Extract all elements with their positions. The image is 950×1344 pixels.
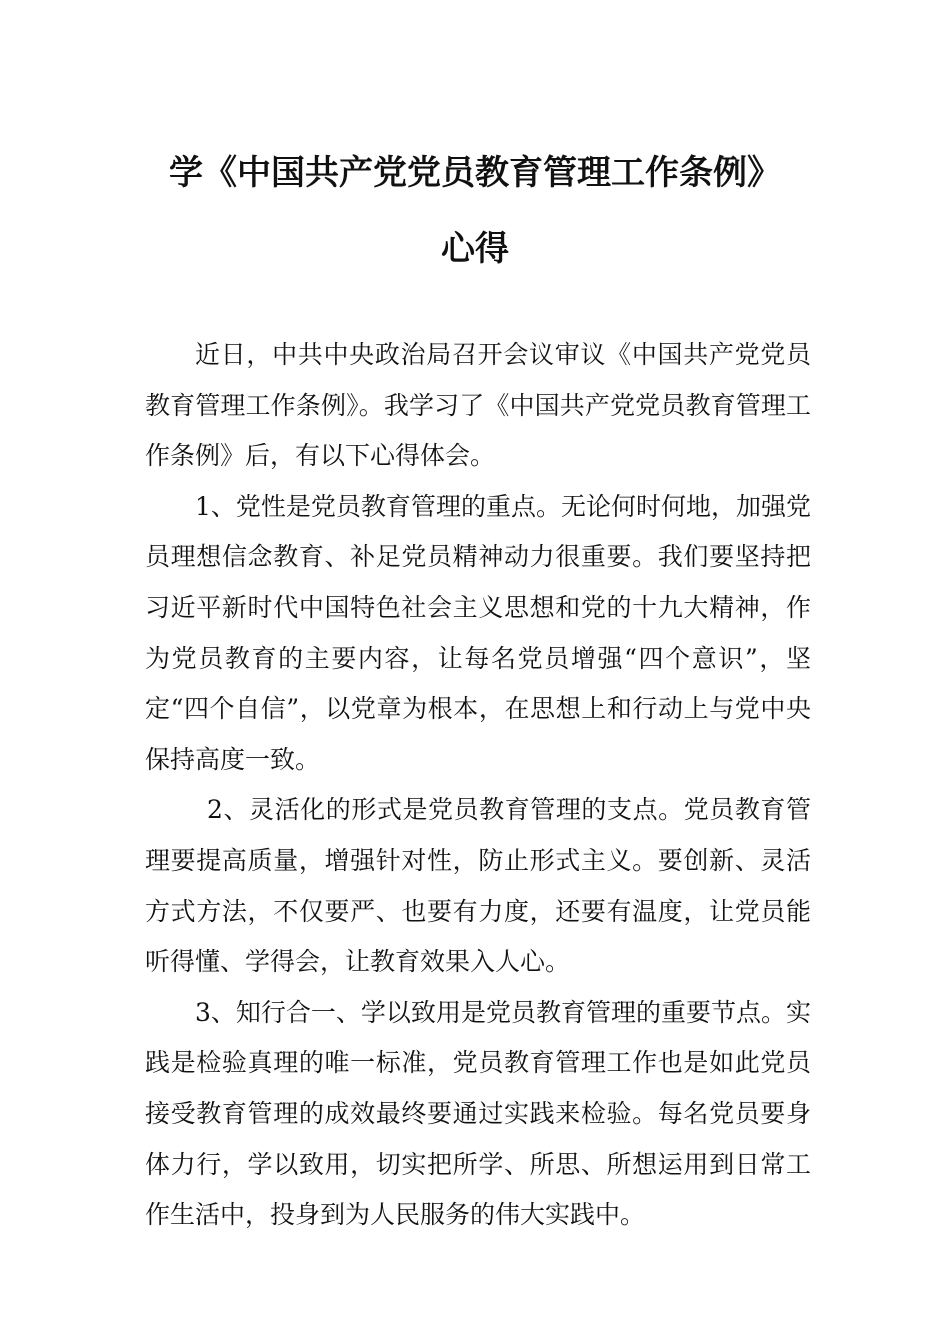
document-body	[145, 330, 811, 1241]
document-title-line2: 心得	[441, 229, 509, 269]
document-title-line1: 学《中国共产党党员教育管理工作条例》	[169, 153, 781, 193]
paragraph-point-1: 1、党性是党员教育管理的重点。无论何时何地，加强党员理想信念教育、补足党员精神动力很重要。我们要坚持把习近平新时代中国特色社会主义思想和党的十九大精神，作为党员教育的主要内容，让每名党员增强“四个意识”，坚定“四个自信”，以党章为根本，在思想上和行动上与党中央保持高度一致。	[145, 491, 811, 774]
paragraph-intro: 近日，中共中央政治局召开会议审议《中国共产党党员教育管理工作条例》。我学习了《中国共产党党员教育管理工作条例》后，有以下心得体会。	[145, 340, 811, 471]
paragraph-point-2: 2、灵活化的形式是党员教育管理的支点。党员教育管理要提高质量，增强针对性，防止形式主义。要创新、灵活方式方法，不仅要严、也要有力度，还要有温度，让党员能听得懂、学得会，让教育效果入人心。	[145, 795, 811, 977]
paragraph-point-3: 3、知行合一、学以致用是党员教育管理的重要节点。实践是检验真理的唯一标准，党员教育管理工作也是如此党员接受教育管理的成效最终要通过实践来检验。每名党员要身体力行，学以致用，切实把所学、所思、所想运用到日常工作生活中，投身到为人民服务的伟大实践中。	[145, 997, 811, 1230]
